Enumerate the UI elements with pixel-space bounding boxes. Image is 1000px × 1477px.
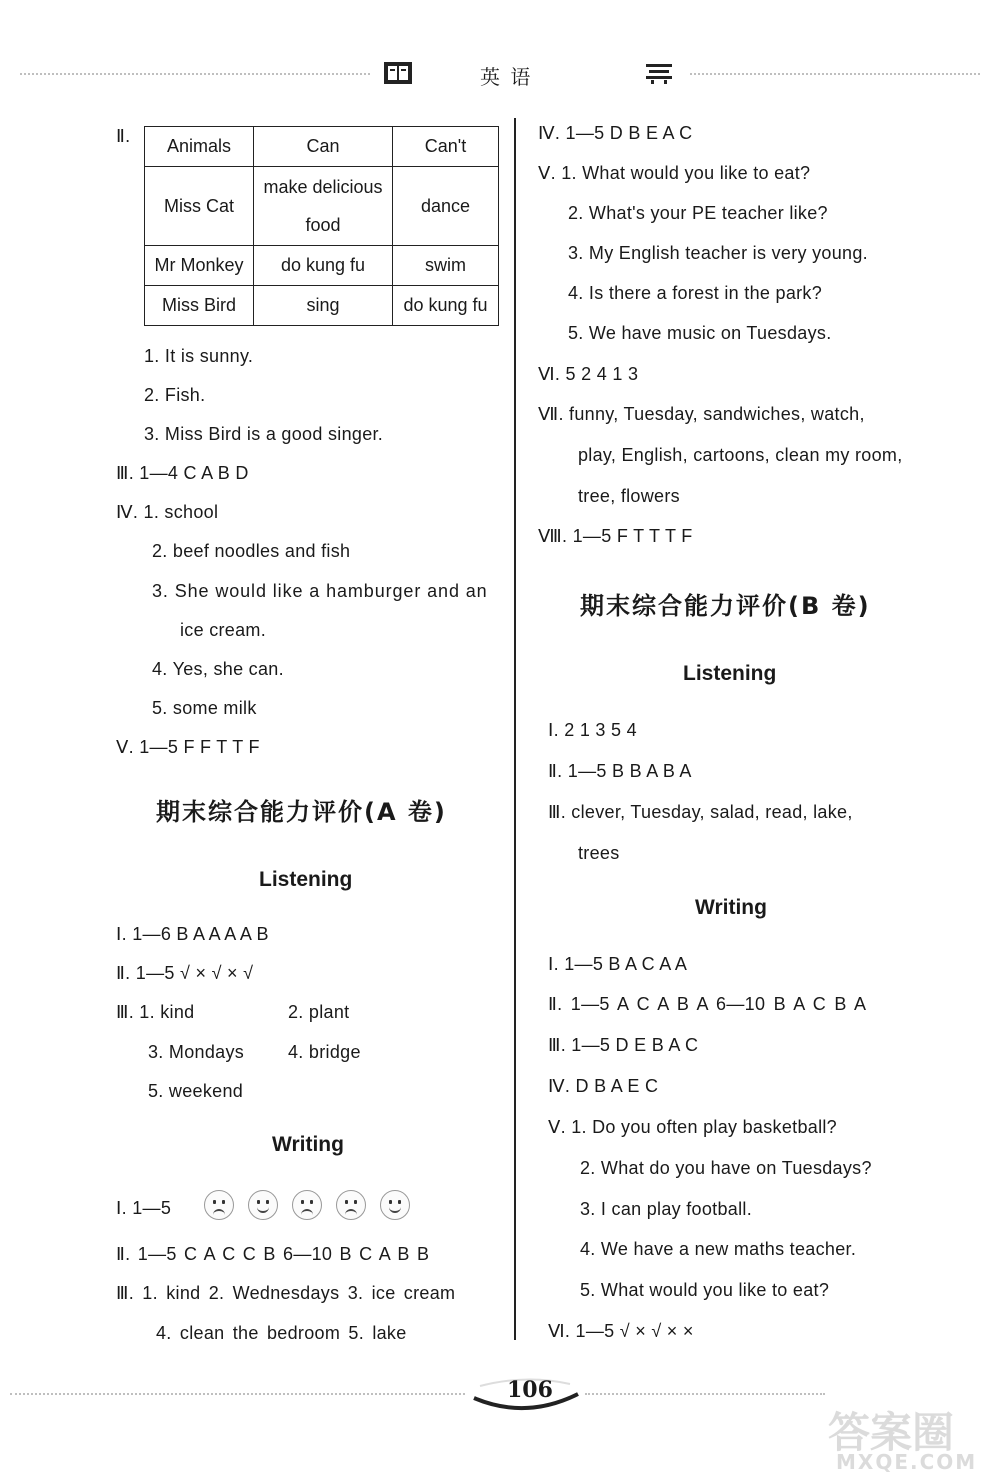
page-number: 106 bbox=[507, 1377, 553, 1403]
table-cell: swim bbox=[393, 246, 499, 286]
header-subject: 英 语 bbox=[480, 65, 533, 89]
answer-line: Ⅴ. 1. Do you often play basketball? bbox=[548, 1117, 837, 1137]
header-dotted-rule-left bbox=[20, 73, 370, 77]
answer-line: 3. I can play football. bbox=[580, 1199, 753, 1219]
footer-dotted-rule-right bbox=[585, 1393, 825, 1397]
answer-line: 5. We have music on Tuesdays. bbox=[568, 323, 832, 343]
animals-table bbox=[144, 126, 499, 326]
table-cell: make delicious food bbox=[254, 167, 393, 246]
writing-title: Writing bbox=[272, 1133, 344, 1156]
table-header-cell: Can bbox=[254, 127, 393, 167]
answer-line: Ⅱ. 1—5 A C A B A 6—10 B A C B A bbox=[548, 994, 867, 1014]
watermark-logo: 答案圈 bbox=[828, 1408, 955, 1457]
footer-dotted-rule-left bbox=[10, 1393, 465, 1397]
answer-line: 5. some milk bbox=[152, 698, 257, 718]
answer-line: Ⅲ. 1—4 C A B D bbox=[116, 463, 249, 483]
sad-face-icon bbox=[292, 1190, 322, 1220]
answer-line: play, English, cartoons, clean my room, bbox=[578, 445, 903, 465]
watermark-url: MXQE.COM bbox=[836, 1450, 978, 1474]
bars-icon bbox=[645, 62, 673, 84]
answer-line: 5. What would you like to eat? bbox=[580, 1280, 830, 1300]
writing-title: Writing bbox=[695, 896, 767, 919]
table-cell: sing bbox=[254, 286, 393, 326]
answer-line: Ⅳ. 1—5 D B E A C bbox=[538, 123, 693, 143]
answer-line: trees bbox=[578, 843, 620, 863]
answer-line: Ⅲ. 1—5 D E B A C bbox=[548, 1035, 699, 1055]
answer-line: Ⅳ. D B A E C bbox=[548, 1076, 659, 1096]
table-cell: Mr Monkey bbox=[145, 246, 254, 286]
answer-line: Ⅲ. 1. kind bbox=[116, 1002, 195, 1022]
section-2-label: Ⅱ. bbox=[116, 126, 131, 146]
answer-line: 3. She would like a hamburger and an bbox=[152, 581, 488, 601]
column-divider bbox=[514, 118, 516, 1340]
answer-line: Ⅰ. 1—6 B A A A A B bbox=[116, 924, 269, 944]
answer-line: Ⅰ. 1—5 bbox=[116, 1198, 172, 1218]
answer-line: Ⅴ. 1—5 F F T T F bbox=[116, 737, 260, 757]
sad-face-icon bbox=[204, 1190, 234, 1220]
answer-line: 3. Mondays bbox=[148, 1042, 245, 1062]
answer-line: 4. bridge bbox=[288, 1042, 361, 1062]
book-icon bbox=[383, 60, 413, 86]
answer-line: Ⅷ. 1—5 F T T T F bbox=[538, 526, 693, 546]
answer-line: Ⅳ. 1. school bbox=[116, 502, 219, 522]
answer-line: ice cream. bbox=[180, 620, 267, 640]
answer-line: 5. weekend bbox=[148, 1081, 244, 1101]
exam-a-title: 期末综合能力评价(A 卷) bbox=[156, 798, 447, 826]
sad-face-icon bbox=[336, 1190, 366, 1220]
answer-line: 2. beef noodles and fish bbox=[152, 541, 351, 561]
table-header-cell: Animals bbox=[145, 127, 254, 167]
answer-line: Ⅰ. 2 1 3 5 4 bbox=[548, 720, 637, 740]
answer-line: 3. Miss Bird is a good singer. bbox=[144, 424, 384, 444]
answer-line: 2. What's your PE teacher like? bbox=[568, 203, 828, 223]
table-row bbox=[145, 167, 499, 246]
table-header-row bbox=[145, 127, 499, 167]
answer-line: 2. Fish. bbox=[144, 385, 206, 405]
answer-line: Ⅰ. 1—5 B A C A A bbox=[548, 954, 688, 974]
header-dotted-rule-right bbox=[690, 73, 980, 77]
listening-title: Listening bbox=[259, 868, 353, 891]
answer-line: Ⅱ. 1—5 √ × √ × √ bbox=[116, 963, 254, 983]
table-cell: dance bbox=[393, 167, 499, 246]
answer-line: 4. Is there a forest in the park? bbox=[568, 283, 823, 303]
answer-line: Ⅶ. funny, Tuesday, sandwiches, watch, bbox=[538, 404, 865, 424]
table-cell: do kung fu bbox=[393, 286, 499, 326]
table-cell: Miss Cat bbox=[145, 167, 254, 246]
answer-line: 2. plant bbox=[288, 1002, 350, 1022]
table-cell: Miss Bird bbox=[145, 286, 254, 326]
happy-face-icon bbox=[380, 1190, 410, 1220]
answer-line: 4. We have a new maths teacher. bbox=[580, 1239, 857, 1259]
answer-line: Ⅲ. 1. kind 2. Wednesdays 3. ice cream bbox=[116, 1283, 456, 1303]
answer-line: 4. Yes, she can. bbox=[152, 659, 284, 679]
answer-line: 1. It is sunny. bbox=[144, 346, 254, 366]
table-row bbox=[145, 286, 499, 326]
happy-face-icon bbox=[248, 1190, 278, 1220]
answer-line: Ⅱ. 1—5 C A C C B 6—10 B C A B B bbox=[116, 1244, 430, 1264]
faces-row bbox=[204, 1190, 424, 1220]
table-row bbox=[145, 246, 499, 286]
answer-line: Ⅱ. 1—5 B B A B A bbox=[548, 761, 692, 781]
table-cell: do kung fu bbox=[254, 246, 393, 286]
answer-line: Ⅵ. 5 2 4 1 3 bbox=[538, 364, 639, 384]
listening-title: Listening bbox=[683, 662, 777, 685]
answer-line: 4. clean the bedroom 5. lake bbox=[156, 1323, 407, 1343]
answer-line: 2. What do you have on Tuesdays? bbox=[580, 1158, 872, 1178]
table-header-cell: Can't bbox=[393, 127, 499, 167]
exam-b-title: 期末综合能力评价(B 卷) bbox=[580, 592, 871, 620]
answer-line: Ⅲ. clever, Tuesday, salad, read, lake, bbox=[548, 802, 853, 822]
answer-line: 3. My English teacher is very young. bbox=[568, 243, 868, 263]
answer-line: Ⅴ. 1. What would you like to eat? bbox=[538, 163, 811, 183]
answer-line: tree, flowers bbox=[578, 486, 680, 506]
answer-line: Ⅵ. 1—5 √ × √ × × bbox=[548, 1321, 694, 1341]
